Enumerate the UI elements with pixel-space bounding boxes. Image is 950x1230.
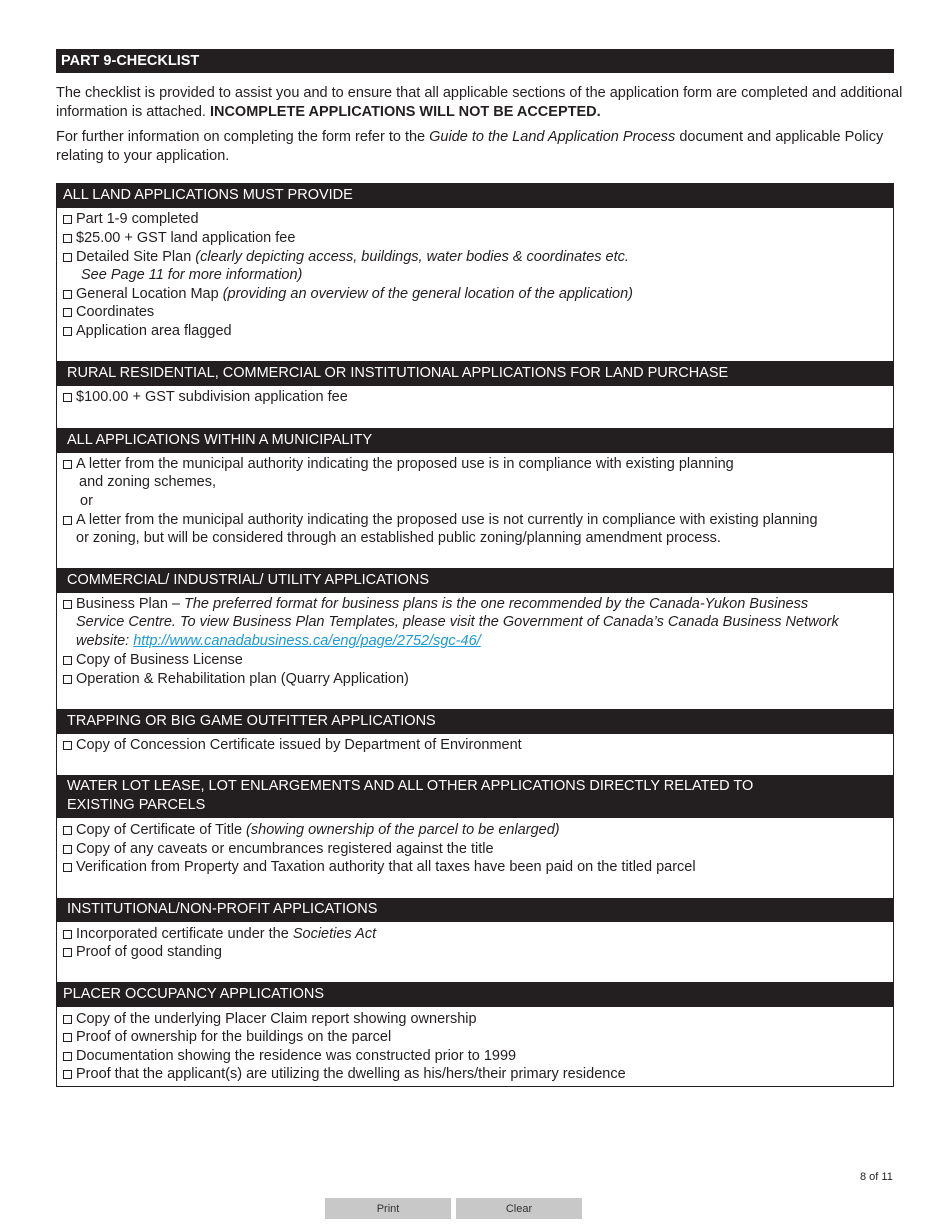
- checkbox[interactable]: [63, 460, 72, 469]
- checkbox[interactable]: [63, 253, 72, 262]
- checklist-item: Copy of Concession Certificate issued by Department of Environment: [63, 736, 522, 755]
- checkbox[interactable]: [63, 1070, 72, 1079]
- checklist-item: Proof of good standing: [63, 943, 222, 962]
- checklist-item: Application area flagged: [63, 322, 232, 341]
- checkbox[interactable]: [63, 1052, 72, 1061]
- checkbox[interactable]: [63, 656, 72, 665]
- checklist-item: $25.00 + GST land application fee: [63, 229, 295, 248]
- section-header: COMMERCIAL/ INDUSTRIAL/ UTILITY APPLICATIONS: [57, 568, 893, 593]
- intro-paragraph-2: For further information on completing the form refer to the Guide to the Land Application Process document and applicable Policy relating to your application.: [56, 129, 884, 164]
- checklist-item: Incorporated certificate under the Societies Act: [63, 925, 376, 944]
- checkbox[interactable]: [63, 845, 72, 854]
- checklist-item: Operation & Rehabilitation plan (Quarry Application): [63, 670, 409, 689]
- checklist-item-continuation: or zoning, but will be considered through an established public zoning/planning amendment process.: [76, 530, 721, 546]
- checklist-item: A letter from the municipal authority indicating the proposed use is in compliance with existing planning: [63, 455, 734, 474]
- section-header: TRAPPING OR BIG GAME OUTFITTER APPLICATIONS: [57, 709, 893, 734]
- checkbox[interactable]: [63, 308, 72, 317]
- checkbox[interactable]: [63, 234, 72, 243]
- checkbox[interactable]: [63, 1033, 72, 1042]
- intro-paragraph-1: The checklist is provided to assist you and to ensure that all applicable sections of the application form are completed and additional information is attached. INCOMPLETE APPLICATIONS WILL NOT BE ACCEPTED.: [56, 85, 903, 120]
- checkbox[interactable]: [63, 741, 72, 750]
- checkbox[interactable]: [63, 826, 72, 835]
- checklist-item: Copy of the underlying Placer Claim report showing ownership: [63, 1010, 477, 1029]
- incomplete-warning: INCOMPLETE APPLICATIONS WILL NOT BE ACCEPTED.: [209, 104, 601, 120]
- section-header: WATER LOT LEASE, LOT ENLARGEMENTS AND ALL OTHER APPLICATIONS DIRECTLY RELATED TO EXISTING PARCELS: [57, 775, 893, 818]
- checklist-item: Coordinates: [63, 303, 154, 322]
- section-header: PLACER OCCUPANCY APPLICATIONS: [57, 982, 893, 1007]
- or-label: or: [80, 493, 93, 509]
- checklist-item: Part 1-9 completed: [63, 210, 199, 229]
- clear-button[interactable]: Clear: [456, 1198, 582, 1219]
- checkbox[interactable]: [63, 1015, 72, 1024]
- checkbox[interactable]: [63, 290, 72, 299]
- checklist-item: Business Plan – The preferred format for business plans is the one recommended by the Canada-Yukon Business: [63, 595, 808, 614]
- checkbox[interactable]: [63, 393, 72, 402]
- section-header: INSTITUTIONAL/NON-PROFIT APPLICATIONS: [57, 898, 893, 922]
- checkbox[interactable]: [63, 327, 72, 336]
- checklist-box: [56, 183, 894, 1087]
- checklist-item: $100.00 + GST subdivision application fee: [63, 388, 348, 407]
- checkbox[interactable]: [63, 948, 72, 957]
- section-header: RURAL RESIDENTIAL, COMMERCIAL OR INSTITUTIONAL APPLICATIONS FOR LAND PURCHASE: [57, 361, 893, 386]
- checklist-item-continuation: Service Centre. To view Business Plan Templates, please visit the Government of Canada’s Canada Business Network: [76, 614, 839, 630]
- canada-business-link[interactable]: http://www.canadabusiness.ca/eng/page/2752/sgc-46/: [133, 633, 481, 649]
- checkbox[interactable]: [63, 600, 72, 609]
- checklist-item: A letter from the municipal authority indicating the proposed use is not currently in compliance with existing planning: [63, 511, 818, 530]
- checkbox[interactable]: [63, 516, 72, 525]
- checklist-item: Proof of ownership for the buildings on the parcel: [63, 1028, 391, 1047]
- checklist-item: Copy of Business License: [63, 651, 243, 670]
- checklist-item: General Location Map (providing an overview of the general location of the application): [63, 285, 633, 304]
- checklist-item: Copy of Certificate of Title (showing ownership of the parcel to be enlarged): [63, 821, 560, 840]
- checklist-item-continuation: website: http://www.canadabusiness.ca/eng/page/2752/sgc-46/: [76, 633, 481, 649]
- section-header: ALL LAND APPLICATIONS MUST PROVIDE: [57, 184, 893, 208]
- checklist-item: Documentation showing the residence was constructed prior to 1999: [63, 1047, 516, 1066]
- checklist-item: Verification from Property and Taxation authority that all taxes have been paid on the titled parcel: [63, 858, 696, 877]
- checklist-item: Copy of any caveats or encumbrances registered against the title: [63, 840, 494, 859]
- checklist-item: Detailed Site Plan (clearly depicting access, buildings, water bodies & coordinates etc.: [63, 248, 629, 267]
- checkbox[interactable]: [63, 675, 72, 684]
- checkbox[interactable]: [63, 930, 72, 939]
- checklist-item: Proof that the applicant(s) are utilizing the dwelling as his/hers/their primary residence: [63, 1065, 626, 1084]
- checkbox[interactable]: [63, 863, 72, 872]
- checklist-item-continuation: See Page 11 for more information): [81, 267, 303, 283]
- page-number: 8 of 11: [860, 1171, 893, 1183]
- checkbox[interactable]: [63, 215, 72, 224]
- page-title: PART 9-CHECKLIST: [56, 49, 894, 73]
- print-button[interactable]: Print: [325, 1198, 451, 1219]
- section-header: ALL APPLICATIONS WITHIN A MUNICIPALITY: [57, 428, 893, 453]
- checklist-item-continuation: and zoning schemes,: [79, 474, 217, 490]
